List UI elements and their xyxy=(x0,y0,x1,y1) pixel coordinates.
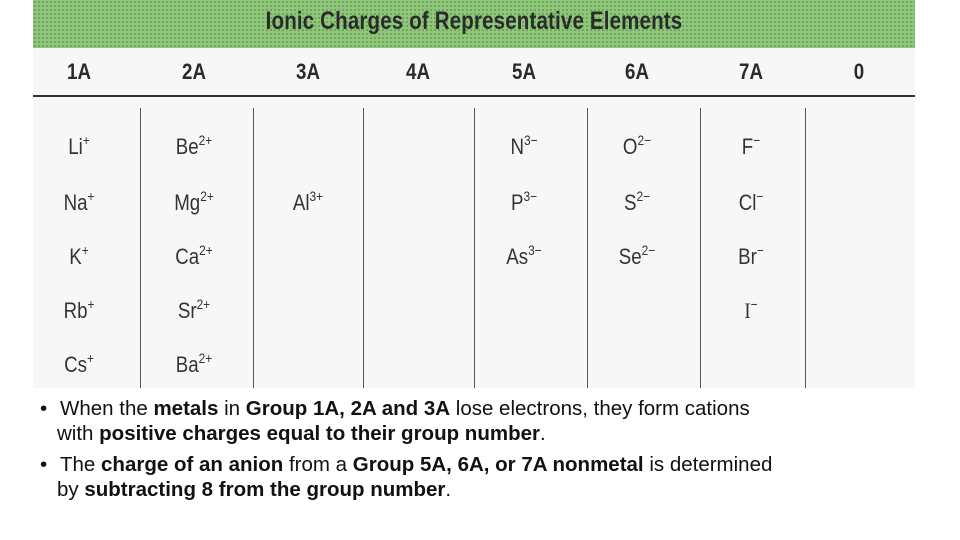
ion-charge: 2+ xyxy=(198,350,213,366)
ion-se xyxy=(603,244,671,270)
ionic-charges-table-figure xyxy=(33,0,915,388)
group-header-3a: 3A xyxy=(296,59,320,84)
ion-ca xyxy=(160,244,228,270)
bold-text: metals xyxy=(153,397,219,420)
plain-text: When the xyxy=(60,397,154,420)
group-header-2a: 2A xyxy=(182,59,206,84)
ion-n xyxy=(490,134,558,160)
bold-text: charge of an anion xyxy=(101,453,284,476)
element-symbol: Li xyxy=(68,134,83,159)
ion-charge: + xyxy=(82,132,90,148)
plain-text: is determined xyxy=(643,453,773,476)
ion-charge: 2+ xyxy=(198,132,213,148)
plain-text: . xyxy=(445,478,452,501)
ion-charge: − xyxy=(756,188,764,204)
column-divider xyxy=(253,108,254,388)
column-divider xyxy=(363,108,364,388)
ion-charge: 2− xyxy=(641,242,656,258)
element-symbol: Br xyxy=(738,244,757,269)
element-symbol: Cs xyxy=(64,352,87,377)
element-symbol: Al xyxy=(292,190,310,215)
ion-charge: 3− xyxy=(528,242,542,258)
ion-charge: 2+ xyxy=(200,188,214,204)
element-symbol: Be xyxy=(175,134,199,159)
column-divider xyxy=(474,108,475,388)
ion-mg xyxy=(160,190,228,216)
ion-charge: 2+ xyxy=(196,296,211,312)
element-symbol: P xyxy=(510,190,524,215)
ion-na xyxy=(45,190,113,216)
note-text xyxy=(57,453,772,501)
bold-text: Group 5A, 6A, or 7A nonmetal xyxy=(352,453,644,476)
bullet-icon: • xyxy=(40,453,48,476)
ion-ba xyxy=(160,352,228,378)
ion-k xyxy=(45,244,113,270)
element-symbol: Sr xyxy=(177,298,197,323)
ion-charge: + xyxy=(81,242,89,258)
bold-text: subtracting 8 from the group number xyxy=(84,478,446,501)
element-symbol: O xyxy=(622,134,638,159)
ion-cl xyxy=(717,190,785,216)
bullet-note xyxy=(40,396,940,446)
note-text xyxy=(57,397,750,445)
table-title: Ionic Charges of Representative Elements xyxy=(265,7,683,35)
ion-as xyxy=(490,244,558,270)
group-header-6a: 6A xyxy=(625,59,649,84)
element-symbol: Mg xyxy=(174,190,201,215)
plain-text: by xyxy=(57,478,85,501)
element-symbol: N xyxy=(510,134,524,159)
element-symbol: Na xyxy=(63,190,88,215)
element-symbol: F xyxy=(741,134,754,159)
bullet-notes xyxy=(40,396,940,508)
bold-text: positive charges equal to their group number xyxy=(99,422,540,445)
bullet-note xyxy=(40,452,940,502)
ion-charge: + xyxy=(87,296,95,312)
ion-sr xyxy=(160,298,228,324)
plain-text: with xyxy=(57,422,100,445)
element-symbol: Cl xyxy=(738,190,757,215)
element-symbol: S xyxy=(623,190,637,215)
group-header-5a: 5A xyxy=(512,59,536,84)
ion-charge: − xyxy=(750,296,758,312)
column-divider xyxy=(140,108,141,388)
table-title-bar xyxy=(33,0,915,48)
ion-charge: 3− xyxy=(523,188,538,204)
ion-be xyxy=(160,134,228,160)
ion-p xyxy=(490,190,558,216)
element-symbol: Se xyxy=(618,244,642,269)
element-symbol: As xyxy=(506,244,529,269)
ion-charge: + xyxy=(87,188,95,204)
group-header-row xyxy=(33,48,915,97)
ion-o xyxy=(603,134,671,160)
group-header-4a: 4A xyxy=(406,59,430,84)
element-symbol: Ca xyxy=(175,244,200,269)
plain-text: in xyxy=(218,397,246,420)
plain-text: lose electrons, they form cations xyxy=(450,397,750,420)
ion-charge: 2− xyxy=(637,132,652,148)
plain-text: from a xyxy=(283,453,353,476)
bold-text: Group 1A, 2A and 3A xyxy=(245,397,451,420)
ion-al xyxy=(274,190,342,216)
plain-text: . xyxy=(539,422,546,445)
ion-charge: 3+ xyxy=(309,188,324,204)
ion-s xyxy=(603,190,671,216)
group-header-0: 0 xyxy=(853,59,865,84)
ion-li xyxy=(45,134,113,160)
ion-charge: 2+ xyxy=(199,242,213,258)
group-header-7a: 7A xyxy=(739,59,763,84)
bullet-icon: • xyxy=(40,397,48,420)
ion-cs xyxy=(45,352,113,378)
column-divider xyxy=(805,108,806,388)
ion-i xyxy=(717,298,785,324)
column-divider xyxy=(587,108,588,388)
ion-charge: − xyxy=(753,132,761,148)
ion-charge: + xyxy=(86,350,94,366)
group-header-1a: 1A xyxy=(67,59,91,84)
element-symbol: Ba xyxy=(175,352,199,377)
column-divider xyxy=(700,108,701,388)
ion-br xyxy=(717,244,785,270)
element-symbol: I xyxy=(744,298,751,323)
ion-charge: 3− xyxy=(523,132,538,148)
element-symbol: Rb xyxy=(63,298,88,323)
plain-text: The xyxy=(60,453,102,476)
ion-f xyxy=(717,134,785,160)
element-symbol: K xyxy=(69,244,82,269)
ion-charge: 2− xyxy=(636,188,651,204)
ion-charge: − xyxy=(756,242,764,258)
ion-rb xyxy=(45,298,113,324)
